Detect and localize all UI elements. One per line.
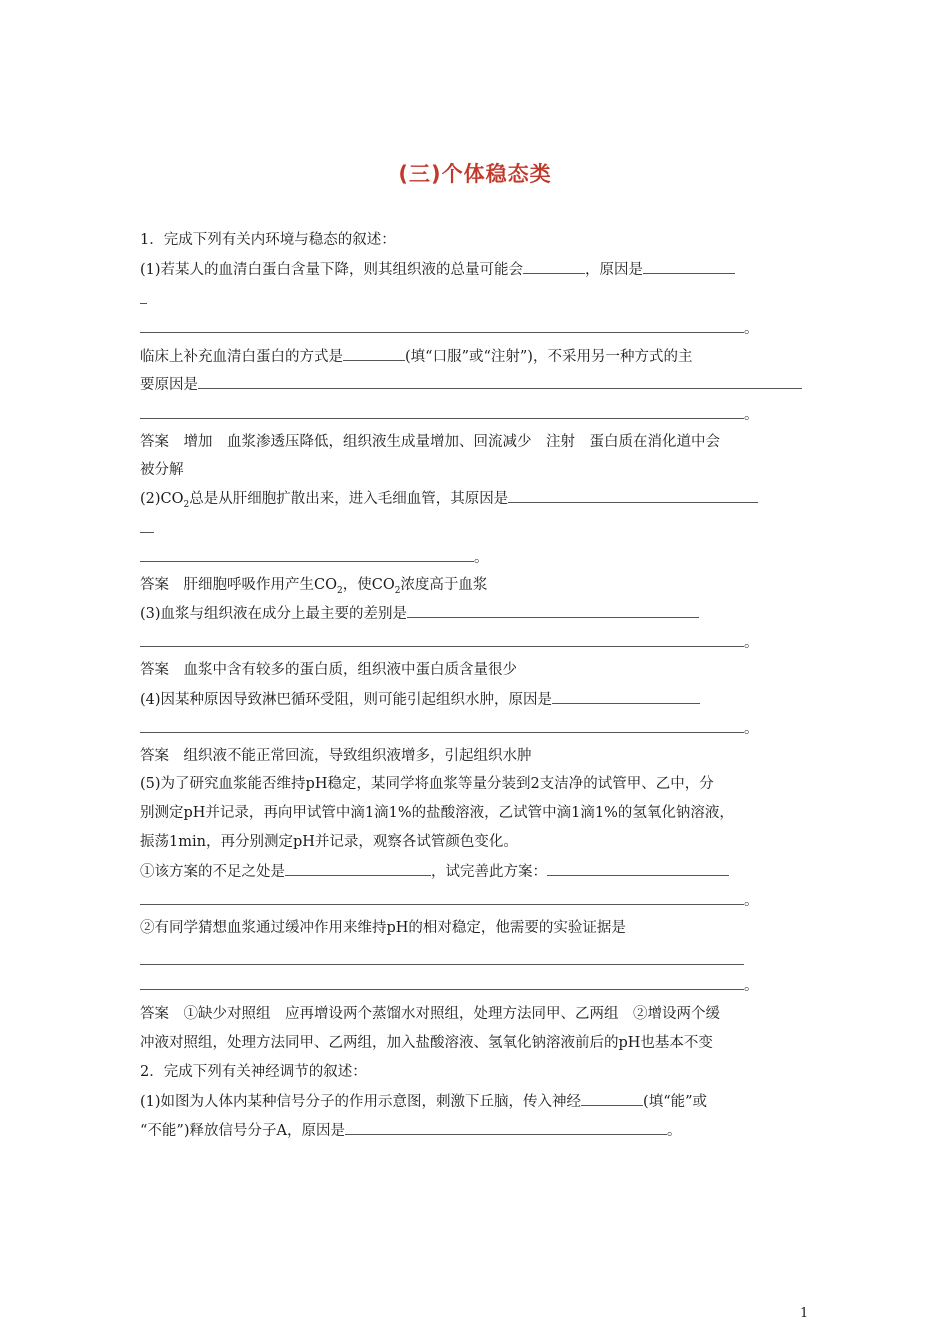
period: 。 [744, 893, 759, 909]
q1-p5-text-d1: ①该方案的不足之处是 [140, 864, 285, 880]
q2-part1-line2 [140, 1120, 830, 1141]
period: 。 [744, 978, 759, 994]
q1-part1-line4 [140, 374, 830, 395]
q1-answer2 [140, 575, 830, 601]
blank-field[interactable] [643, 259, 735, 274]
q1-p1-text-c: 临床上补充血清白蛋白的方式是 [140, 349, 343, 365]
q1-part1-line3 [140, 346, 830, 367]
blank-field[interactable] [547, 861, 729, 876]
q1-part1-line1 [140, 259, 830, 280]
q2-p1-text-b: (填“能”或 [643, 1094, 708, 1110]
blank-field[interactable] [581, 1091, 643, 1106]
q1-part5-line6: ②有同学猜想血浆通过缓冲作用来维持pH的相对稳定，他需要的实验证据是 [140, 920, 626, 936]
q1-p3-text: (3)血浆与组织液在成分上最主要的差别是 [140, 606, 408, 622]
blank-field[interactable] [285, 861, 431, 876]
q1-p2-text-b: 总是从肝细胞扩散出来，进入毛细血管，其原因是 [189, 491, 509, 507]
q1-p1-text-d: (填“口服”或“注射”)，不采用另一种方式的主 [405, 349, 693, 365]
q1-part1-line2 [140, 318, 830, 339]
q1-part3-line2 [140, 632, 830, 653]
q2-part1-line1 [140, 1091, 830, 1112]
subscript: 2 [336, 585, 343, 596]
blank-field[interactable] [140, 718, 744, 733]
subscript: 2 [183, 499, 190, 510]
q1-p5-text-d2: ，试完善此方案： [431, 864, 547, 880]
blank-field[interactable] [140, 964, 744, 965]
q1-intro: 1．完成下列有关内环境与稳态的叙述： [140, 232, 396, 248]
answer-text: 浓度高于血浆 [400, 577, 488, 593]
answer-text: ，使CO [342, 577, 395, 593]
blank-fragment [140, 303, 147, 304]
blank-field[interactable] [508, 488, 758, 503]
q2-intro: 2．完成下列有关神经调节的叙述： [140, 1064, 367, 1080]
answer-text: 答案 肝细胞呼吸作用产生CO [140, 577, 337, 593]
q1-p4-text: (4)因某种原因导致淋巴循环受阻，则可能引起组织水肿，原因是 [140, 692, 553, 708]
period: 。 [744, 321, 759, 337]
q1-p1-text-e: 要原因是 [140, 377, 198, 393]
period: 。 [744, 407, 759, 423]
q1-answer4: 答案 组织液不能正常回流，导致组织液增多，引起组织水肿 [140, 748, 532, 764]
blank-field[interactable] [140, 890, 744, 905]
blank-field[interactable] [552, 689, 700, 704]
q1-answer3: 答案 血浆中含有较多的蛋白质，组织液中蛋白质含量很少 [140, 662, 517, 678]
blank-field[interactable] [198, 374, 802, 389]
q1-part3-line1 [140, 603, 830, 624]
period: 。 [744, 635, 759, 651]
q1-part5-line1: (5)为了研究血浆能否维持pH稳定，某同学将血浆等量分装到2支洁净的试管甲、乙中，分 [140, 776, 714, 792]
q1-answer5-line2: 冲液对照组，处理方法同甲、乙两组，加入盐酸溶液、氢氧化钠溶液前后的pH也基本不变 [140, 1035, 713, 1051]
q1-part4-line1 [140, 689, 830, 710]
q1-part2-line2 [140, 547, 830, 568]
period: 。 [474, 550, 489, 566]
blank-field[interactable] [140, 632, 744, 647]
q1-part1-line5 [140, 404, 830, 425]
q1-p2-text-a: (2)CO [140, 491, 184, 507]
blank-field[interactable] [140, 547, 474, 562]
blank-field[interactable] [523, 259, 585, 274]
blank-field[interactable] [407, 603, 699, 618]
q1-part5-line3: 振荡1min，再分别测定pH并记录，观察各试管颜色变化。 [140, 834, 518, 850]
subscript: 2 [394, 585, 401, 596]
q1-part2-line1 [140, 488, 830, 515]
q1-part5-line7 [140, 975, 830, 996]
blank-field[interactable] [345, 1120, 667, 1135]
q1-part5-line2: 别测定pH并记录，再向甲试管中滴1滴1%的盐酸溶液，乙试管中滴1滴1%的氢氧化钠溶液， [140, 805, 734, 821]
q1-p1-text-b: ，原因是 [585, 262, 644, 278]
blank-field[interactable] [140, 975, 744, 990]
blank-fragment [140, 532, 154, 533]
q1-p1-text-a: (1)若某人的血清白蛋白含量下降，则其组织液的总量可能会 [140, 262, 524, 278]
blank-field[interactable] [140, 404, 744, 419]
q1-answer1-line2: 被分解 [140, 462, 184, 478]
page-title: (三)个体稳态类 [398, 162, 552, 186]
q1-part4-line2 [140, 718, 830, 739]
page-number: 1 [800, 1306, 809, 1321]
q1-answer1-line1: 答案 增加 血浆渗透压降低，组织液生成量增加、回流减少 注射 蛋白质在消化道中会 [140, 434, 720, 450]
blank-field[interactable] [343, 346, 405, 361]
period: 。 [744, 721, 759, 737]
q2-p1-text-a: (1)如图为人体内某种信号分子的作用示意图，刺激下丘脑，传入神经 [140, 1094, 582, 1110]
blank-field[interactable] [140, 318, 744, 333]
q2-p1-text-c: “不能”)释放信号分子A，原因是 [140, 1123, 345, 1139]
period: 。 [666, 1123, 682, 1139]
q1-answer5-line1: 答案 ①缺少对照组 应再增设两个蒸馏水对照组，处理方法同甲、乙两组 ②增设两个缓 [140, 1006, 720, 1022]
q1-part5-line4 [140, 861, 830, 882]
q1-part5-line5 [140, 890, 830, 911]
